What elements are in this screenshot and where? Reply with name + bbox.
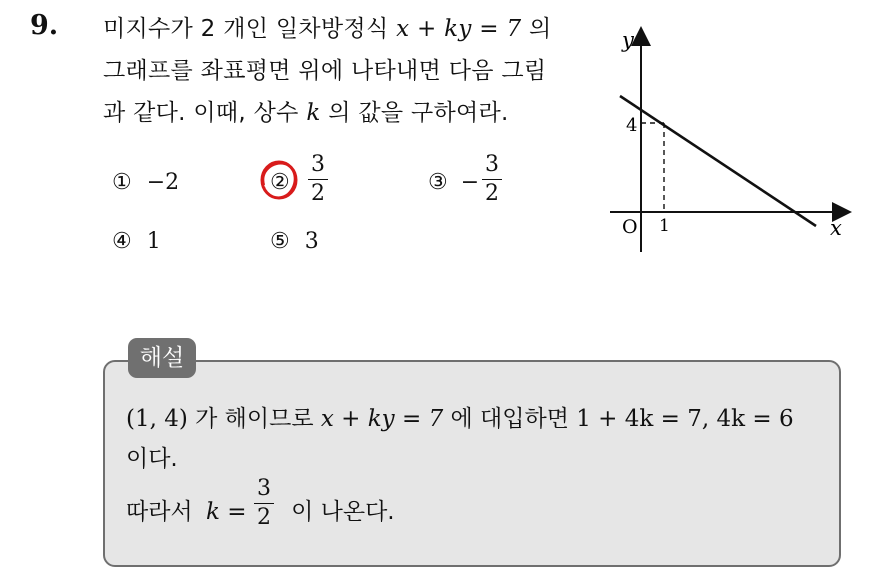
- problem-text-tail: 의 값을 구하여라.: [328, 100, 509, 126]
- numerator: 3: [257, 476, 271, 501]
- denominator: 2: [257, 505, 271, 530]
- option-marker: ⑤: [270, 229, 290, 254]
- option-marker: ③: [428, 170, 448, 195]
- y-intercept-label: 4: [626, 115, 638, 136]
- problem-text: 과 같다. 이때, 상수: [103, 100, 299, 126]
- solution-text: 에 대입하면: [450, 406, 569, 432]
- selection-circle-icon: [255, 155, 305, 205]
- option-3-fraction: [482, 152, 502, 207]
- equation-line: [620, 96, 816, 226]
- problem-line-1: [103, 10, 552, 43]
- solution-text-tail: 이 나온다.: [291, 499, 395, 525]
- y-axis-label: y: [622, 28, 634, 52]
- numerator: 3: [311, 152, 325, 177]
- numerator: 3: [485, 152, 499, 177]
- problem-line-3: [103, 94, 509, 127]
- x-axis-label: x: [830, 216, 842, 240]
- solution-equation-2: 1 + 4k = 7, 4k = 6: [576, 406, 794, 432]
- constant-k: k: [306, 100, 321, 126]
- problem-text: 미지수가 2 개인 일차방정식: [103, 16, 389, 42]
- x-tick-label: 1: [659, 216, 670, 236]
- origin-label: O: [622, 216, 638, 238]
- equation: x + ky = 7: [396, 16, 522, 42]
- option-marker: ②: [270, 170, 290, 195]
- problem-line-2: 그래프를 좌표평면 위에 나타내면 다음 그림: [103, 58, 547, 84]
- fraction-bar: [308, 179, 328, 180]
- problem-text-tail: 의: [529, 16, 552, 42]
- fraction-bar: [254, 503, 274, 504]
- option-marker: ①: [112, 170, 132, 195]
- solution-tag: 해설: [128, 338, 196, 378]
- option-sign: −: [460, 170, 480, 195]
- solution-text: 따라서: [126, 499, 193, 525]
- option-5[interactable]: [270, 229, 319, 254]
- fraction-bar: [482, 179, 502, 180]
- option-4[interactable]: [112, 229, 161, 254]
- coordinate-graph: [600, 20, 860, 260]
- option-2-fraction: [308, 152, 328, 207]
- option-1[interactable]: [112, 170, 179, 195]
- solution-point: (1, 4): [126, 406, 188, 432]
- problem-number: 9.: [30, 10, 59, 41]
- solution-equation: x + ky = 7: [320, 406, 444, 432]
- denominator: 2: [311, 181, 325, 206]
- solution-fraction: [254, 476, 274, 531]
- option-value: 3: [304, 229, 319, 254]
- solution-box: [103, 360, 841, 567]
- solution-k-equals: k =: [205, 499, 247, 525]
- option-marker: ④: [112, 229, 132, 254]
- solution-line-1: [126, 400, 794, 433]
- option-3[interactable]: [428, 170, 479, 195]
- denominator: 2: [485, 181, 499, 206]
- option-value: −2: [146, 170, 180, 195]
- solution-text: 가 해이므로: [195, 406, 314, 432]
- solution-line-2: 이다.: [126, 446, 178, 472]
- option-value: 1: [146, 229, 161, 254]
